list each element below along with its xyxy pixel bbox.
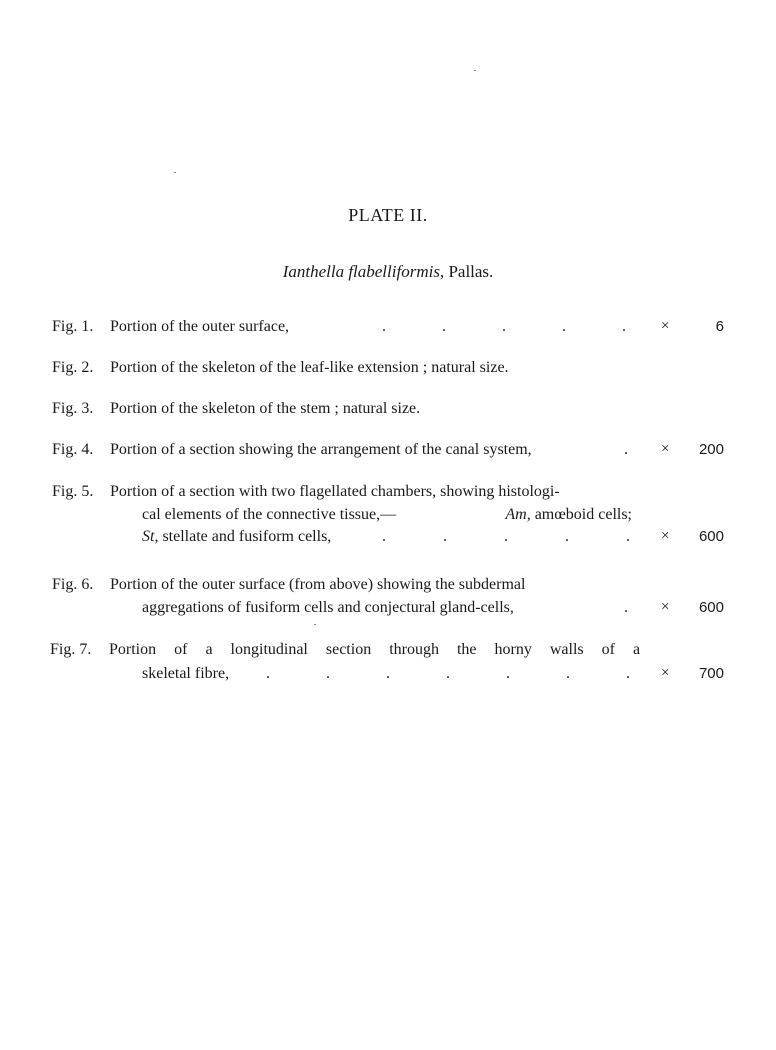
figure-label: Fig. 5. — [52, 483, 94, 500]
plate-title: PLATE II. — [348, 205, 428, 225]
caption-text: amœboid cells; — [534, 506, 632, 523]
species-author: Pallas. — [448, 262, 494, 281]
caption-italic: Am, — [505, 506, 531, 523]
caption-line: Portion of a longitudinal section through the horny walls of a — [109, 641, 641, 658]
multiply-sign: × — [661, 665, 670, 681]
leader-dots: . . . . . . . — [266, 665, 630, 682]
print-speck — [174, 172, 176, 173]
caption-text: cal elements of the connective tissue,— — [142, 506, 397, 523]
figure-label: Fig. 3. — [52, 400, 94, 417]
leader-dots: . . . . . — [382, 528, 630, 545]
leader-dots: . — [624, 599, 628, 616]
caption-line — [142, 528, 331, 546]
multiply-sign: × — [661, 318, 670, 334]
figure-caption: Portion of a section showing the arrangement of the canal system, — [110, 441, 532, 458]
print-speck — [474, 70, 476, 71]
caption-text: stellate and fusiform cells, — [162, 528, 332, 545]
magnification: 600 — [698, 528, 724, 545]
caption-line: aggregations of fusiform cells and conjectural gland-cells, — [142, 599, 514, 616]
figure-caption: Portion of the skeleton of the stem ; natural size. — [110, 400, 421, 417]
magnification: 6 — [715, 318, 724, 335]
multiply-sign: × — [661, 528, 670, 544]
figure-label: Fig. 6. — [52, 576, 94, 593]
caption-line — [142, 506, 632, 524]
caption-italic: St, — [142, 528, 159, 545]
figure-label: Fig. 7. — [50, 641, 92, 658]
figure-label: Fig. 4. — [52, 441, 94, 458]
species-name: Ianthella flabelliformis, — [282, 262, 445, 281]
magnification: 200 — [698, 441, 724, 458]
print-speck — [314, 624, 316, 625]
figure-caption: Portion of the outer surface (from above) showing the subdermal — [110, 576, 526, 593]
multiply-sign: × — [661, 599, 670, 615]
figure-caption — [109, 641, 641, 659]
leader-dots: . — [624, 441, 628, 458]
figure-label: Fig. 1. — [52, 318, 94, 335]
species-heading — [0, 262, 776, 282]
magnification: 700 — [698, 665, 724, 682]
figure-caption — [110, 483, 632, 501]
magnification: 600 — [698, 599, 724, 616]
caption-line: Portion of a section with two flagellated chambers, showing histologi- — [110, 483, 560, 500]
multiply-sign: × — [661, 441, 670, 457]
figure-label: Fig. 2. — [52, 359, 94, 376]
figure-caption: Portion of the outer surface, — [110, 318, 290, 335]
figure-caption: Portion of the skeleton of the leaf-like extension ; natural size. — [110, 359, 509, 376]
caption-line: skeletal fibre, — [142, 665, 230, 682]
leader-dots: . . . . . — [382, 318, 626, 335]
